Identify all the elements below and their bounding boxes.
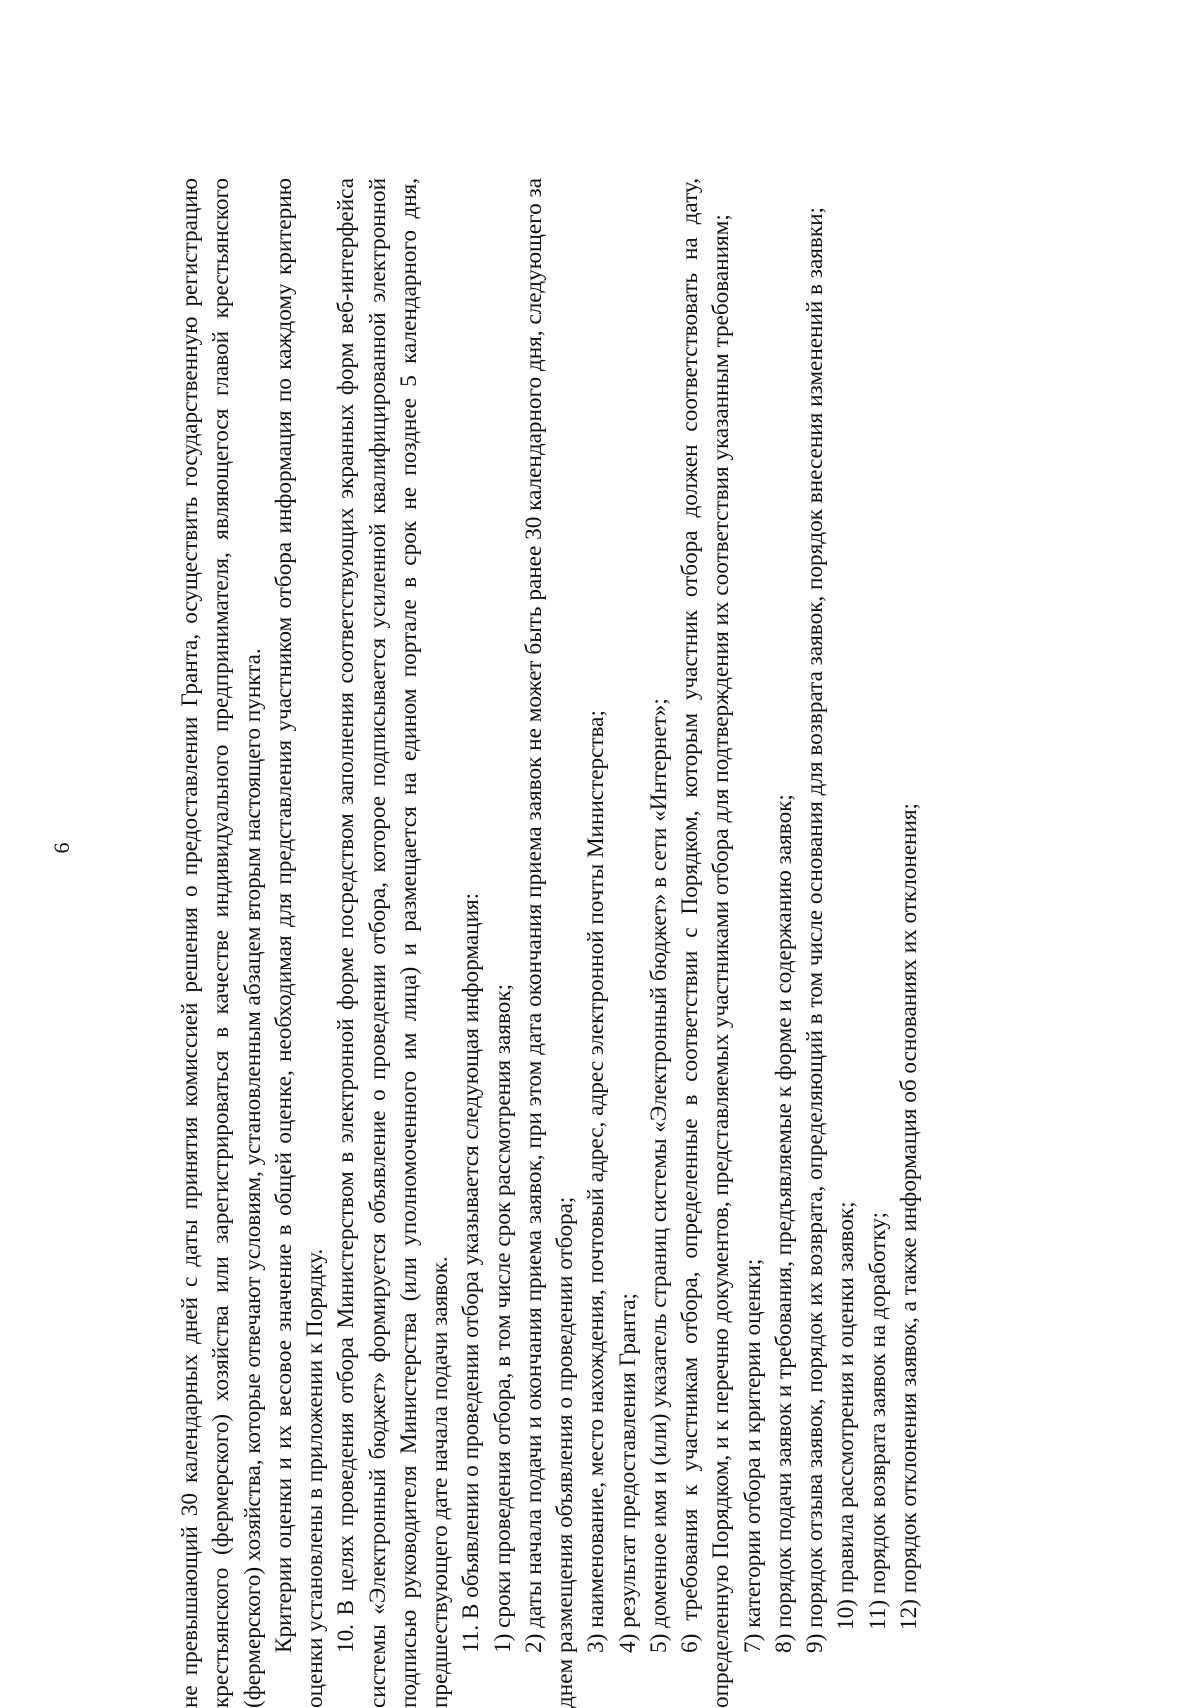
list-item-4: 4) результат предоставления Гранта; — [614, 1293, 641, 1653]
paragraph-evaluation-criteria: Критерии оценки и их весовое значение в общей оценке, необходимая для представления участником отбора информация по каждому критерию оценки установлены в приложении к Порядку. — [270, 178, 328, 1708]
list-item-10: 10) правила рассмотрения и оценки заявок; — [833, 1201, 860, 1630]
list-item-1: 1) сроки проведения отбора, в том числе срок рассмотрения заявок; — [489, 983, 516, 1653]
list-item-5: 5) доменное имя и (или) указатель страниц системы «Электронный бюджет» в сети «Интернет»; — [645, 698, 672, 1653]
list-item-12: 12) порядок отклонения заявок, а также информация об основаниях их отклонения; — [895, 803, 922, 1630]
page-number: 6 — [49, 842, 74, 854]
list-item-6: 6) требования к участникам отбора, определенные в соответствии с Порядком, которым участник отбора должен соответствовать на дату, определенную Порядком, и к перечню документов, представляемых участниками отбора для подтверждения их соответствия указанным требованиям; — [677, 178, 735, 1708]
list-item-9: 9) порядок отзыва заявок, порядок их возврата, определяющий в том числе основания для возврата заявок, порядок внесения изменений в заявки; — [802, 207, 828, 1653]
list-item-7: 7) категории отбора и критерии оценки; — [739, 1258, 766, 1653]
list-item-11: 11) порядок возврата заявок на доработку; — [864, 1211, 891, 1630]
paragraph-10-announcement: 10. В целях проведения отбора Министерством в электронной форме посредством заполнения соответствующих экранных форм веб-интерфейса системы «Электронный бюджет» формируется объявление о проведении отбора, которое подписывается усиленной квалифицированной электронной подписью руководителя Министерства (или уполномоченного им лица) и размещается на едином портале в срок не позднее 5 календарного дня, предшествующего дате начала подачи заявок. — [333, 178, 453, 1708]
list-item-2: 2) даты начала подачи и окончания приема заявок, при этом дата окончания приема заявок не может быть ранее 30 календарного дня, следующего за днем размещения объявления о проведении отбора; — [520, 178, 578, 1708]
paragraph-11-announcement-contents: 11. В объявлении о проведении отбора указывается следующая информация: — [458, 892, 485, 1653]
paragraph-registration-term: не превышающий 30 календарных дней с даты принятия комиссией решения о предоставлении Гранта, осуществить государственную регистрацию крестьянского (фермерского) хозяйства или зарегистрироваться в качестве индивидуального предпринимателя, являющегося главой крестьянского (фермерского) хозяйства, которые отвечают условиям, установленным абзацем вторым настоящего пункта. — [177, 178, 266, 1708]
list-item-8: 8) порядок подачи заявок и требования, предъявляемые к форме и содержанию заявок; — [770, 794, 797, 1653]
list-item-3: 3) наименование, место нахождения, почтовый адрес, адрес электронной почты Министерства; — [583, 710, 610, 1653]
document-body — [175, 178, 995, 1708]
